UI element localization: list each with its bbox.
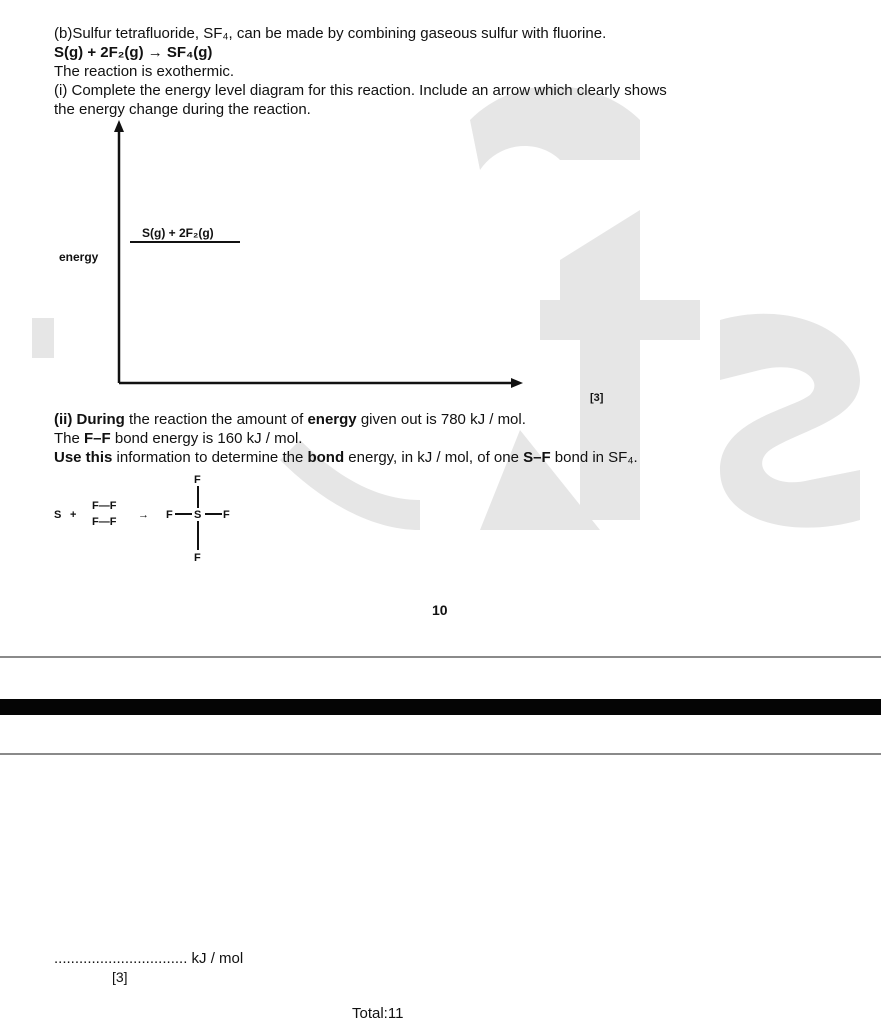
part-i-prompt-line1: (i) Complete the energy level diagram for this reaction. Include an arrow which clearly shows [54, 82, 667, 99]
separator-bottom [0, 753, 881, 755]
part-ii-marks: [3] [112, 969, 128, 985]
question-b-intro: (b)Sulfur tetrafluoride, SF₄, can be made by combining gaseous sulfur with fluorine. [54, 25, 607, 42]
part-ii-line3-bold1: Use this [54, 449, 113, 466]
reactant-plus: + [70, 509, 77, 521]
part-i-prompt-line2: the energy change during the reaction. [54, 101, 311, 118]
part-ii-line2 [54, 429, 302, 448]
part-ii-line3-bold3: S–F [523, 449, 551, 466]
total-marks: Total:11 [352, 1005, 404, 1022]
reaction-equation: S(g) + 2F₂(g) → SF₄(g) [54, 44, 213, 61]
product-f-right: F [223, 509, 230, 521]
y-axis-arrowhead [114, 120, 124, 132]
part-ii-line2-start: The [54, 430, 85, 447]
separator-top [0, 656, 881, 658]
part-ii-line2-end: bond energy is 160 kJ / mol. [110, 430, 303, 447]
fluorine-molecule-top: F—F [92, 500, 117, 512]
reactant-label: S(g) + 2F₂(g) [142, 226, 214, 240]
part-ii-line3-mid: information to determine the [112, 449, 308, 466]
part-ii-line1 [54, 410, 526, 429]
energy-level-diagram [0, 118, 881, 398]
reaction-arrow: → [138, 509, 149, 521]
part-ii-line3-mid2: energy, in kJ / mol, of one [344, 449, 524, 466]
part-ii-line1-mid: the reaction the amount of [124, 411, 308, 428]
answer-line [54, 950, 243, 967]
reactant-sulfur: S [54, 509, 62, 521]
fluorine-molecule-bottom: F—F [92, 516, 117, 528]
energy-axis-label: energy [59, 250, 99, 264]
page-number: 10 [432, 602, 448, 618]
product-f-left: F [166, 509, 173, 521]
part-i-marks: [3] [590, 392, 604, 404]
page-break-bar [0, 699, 881, 715]
part-ii-line1-bold: (ii) During [54, 411, 125, 428]
part-ii-line1-end: given out is 780 kJ / mol. [356, 411, 526, 428]
product-f-top: F [194, 474, 201, 486]
answer-dots: ................................ [54, 950, 188, 967]
answer-unit: kJ / mol [191, 950, 244, 967]
part-ii-line3-end: bond in SF₄. [550, 449, 638, 466]
product-s-center: S [194, 509, 202, 521]
part-ii-line3-bold2: bond [307, 449, 345, 466]
part-ii-line2-bold: F–F [84, 430, 111, 447]
part-ii-line3 [54, 448, 638, 467]
reaction-note: The reaction is exothermic. [54, 63, 235, 80]
part-ii-line1-bold2: energy [307, 411, 357, 428]
product-f-bottom: F [194, 552, 201, 564]
x-axis-arrowhead [511, 378, 523, 388]
bond-structure-equation [40, 468, 260, 568]
